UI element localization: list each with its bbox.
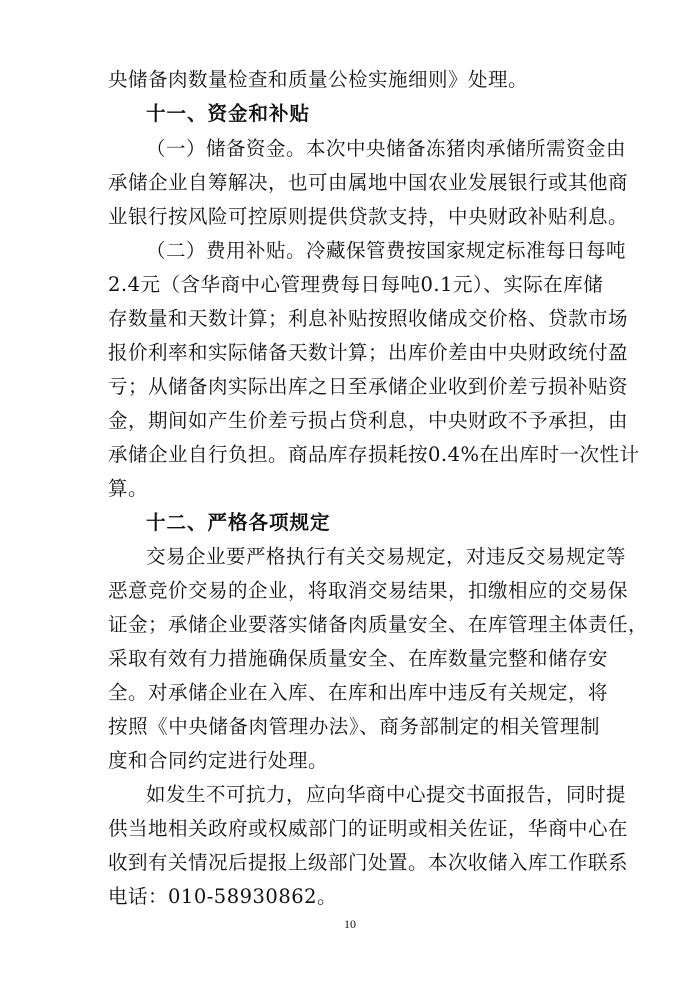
body-line: 存数量和天数计算；利息补贴按照收储成交价格、贷款市场: [108, 307, 629, 330]
body-line: 算。: [108, 477, 149, 500]
body-line: 电话：010-58930862。: [108, 885, 338, 908]
body-line: 供当地相关政府或权威部门的证明或相关佐证，华商中心在: [108, 817, 629, 840]
body-line: 承储企业自筹解决，也可由属地中国农业发展银行或其他商: [108, 171, 629, 194]
body-line: 按照《中央储备肉管理办法》、商务部制定的相关管理制: [108, 715, 600, 738]
body-line: 2.4元（含华商中心管理费每日每吨0.1元）、实际在库储: [108, 273, 604, 296]
body-line: 央储备肉数量检查和质量公检实施细则》处理。: [108, 68, 529, 91]
body-line: 金，期间如产生价差亏损占贷利息，中央财政不予承担，由: [108, 409, 629, 432]
body-line: 采取有效有力措施确保质量安全、在库数量完整和储存安: [108, 647, 609, 670]
body-line: 业银行按风险可控原则提供贷款支持，中央财政补贴利息。: [108, 205, 629, 228]
body-line: 证金；承储企业要落实储备肉质量安全、在库管理主体责任，: [108, 613, 649, 636]
body-line: 全。对承储企业在入库、在库和出库中违反有关规定，将: [108, 681, 609, 704]
body-line: 收到有关情况后提报上级部门处置。本次收储入库工作联系: [108, 851, 629, 874]
body-line: （一）储备资金。本次中央储备冻猪肉承储所需资金由: [146, 137, 627, 160]
body-line: 亏；从储备肉实际出库之日至承储企业收到价差亏损补贴资: [108, 375, 629, 398]
body-line: 如发生不可抗力，应向华商中心提交书面报告，同时提: [146, 783, 627, 806]
body-line: 恶意竞价交易的企业，将取消交易结果，扣缴相应的交易保: [108, 579, 629, 602]
page-number: 10: [344, 917, 356, 931]
body-line: 度和合同约定进行处理。: [108, 749, 329, 772]
body-line: 报价利率和实际储备天数计算；出库价差由中央财政统付盈: [108, 341, 629, 364]
body-line: 交易企业要严格执行有关交易规定，对违反交易规定等: [146, 545, 627, 568]
section-heading-rules: 十二、严格各项规定: [146, 511, 331, 534]
body-line: 承储企业自行负担。商品库存损耗按0.4%在出库时一次性计: [108, 443, 640, 466]
body-line: （二）费用补贴。冷藏保管费按国家规定标准每日每吨: [146, 239, 627, 262]
section-heading-funds: 十一、资金和补贴: [146, 102, 311, 125]
